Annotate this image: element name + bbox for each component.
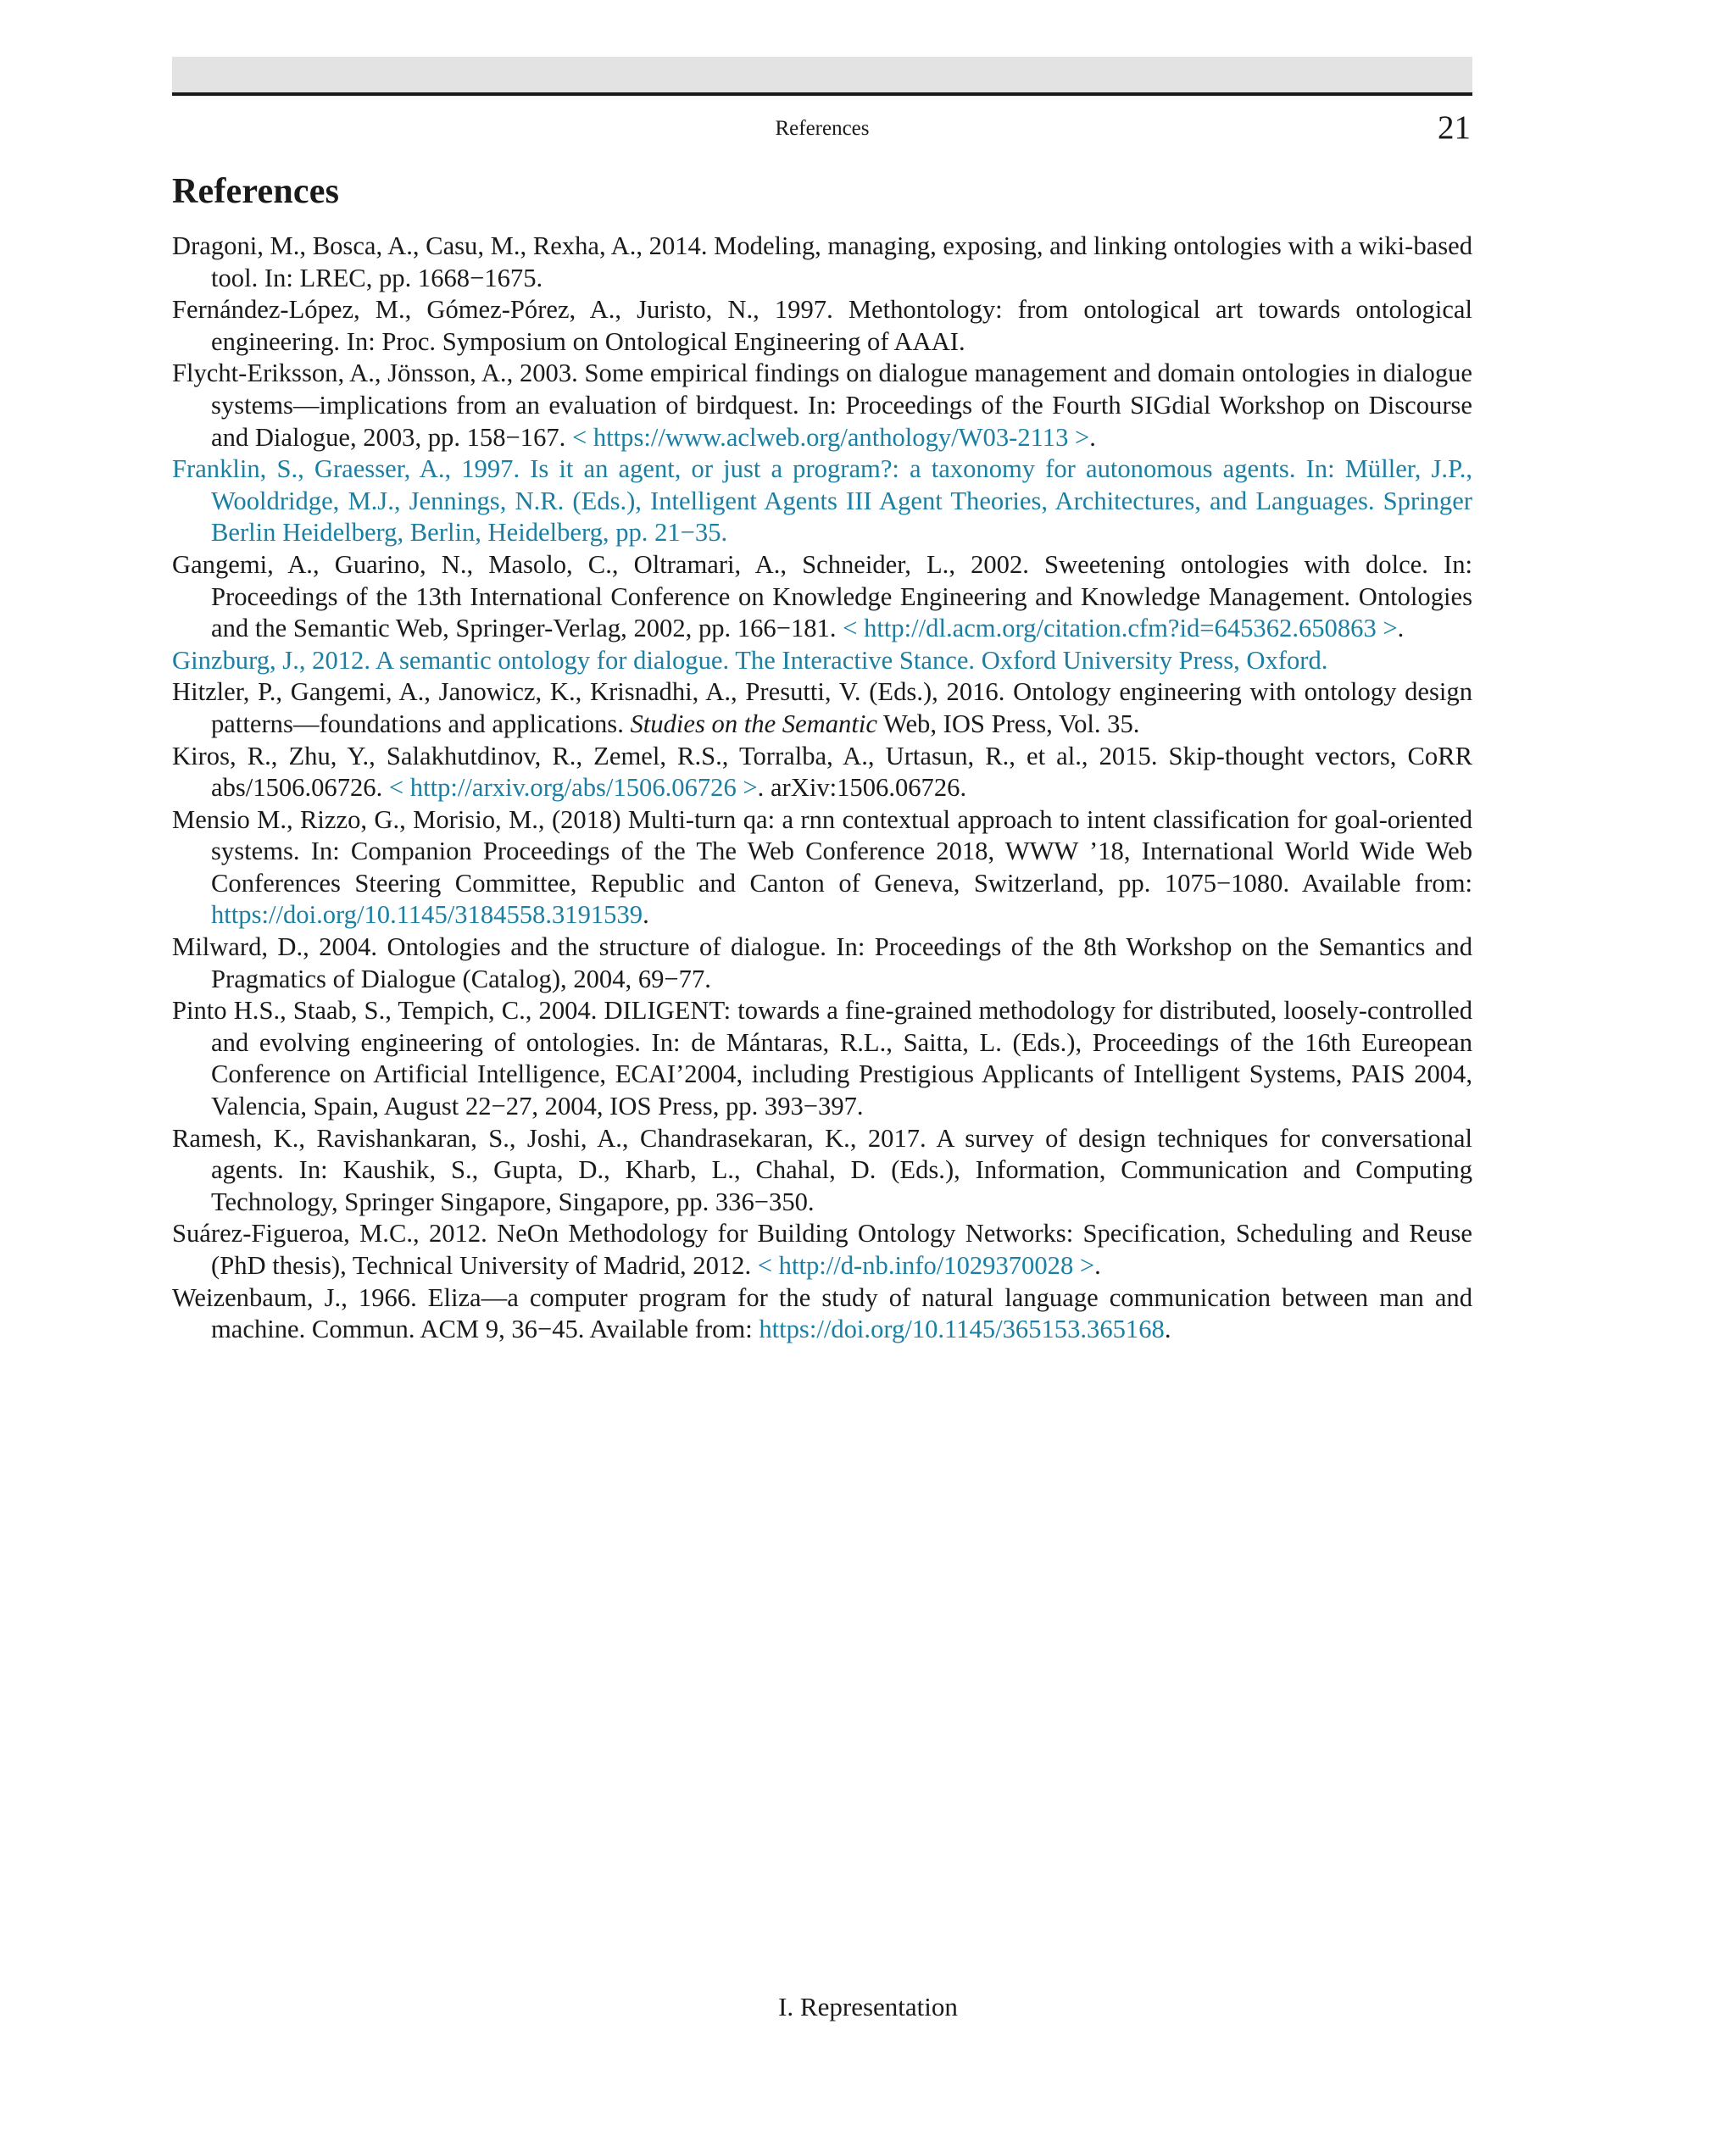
reference-text-tail: . [1397, 614, 1405, 643]
reference-entry [172, 1123, 1472, 1219]
reference-entry [172, 804, 1472, 931]
reference-text-tail: . [643, 900, 649, 930]
reference-list [172, 231, 1472, 1346]
section-title: References [172, 172, 340, 211]
reference-entry [172, 676, 1472, 740]
reference-link[interactable]: < https://www.aclweb.org/anthology/W03-2113 > [571, 422, 1090, 452]
header-bar [172, 57, 1472, 96]
running-head [172, 108, 1472, 159]
page-footer: I. Representation [778, 1992, 958, 2021]
page-number: 21 [1438, 109, 1471, 146]
reference-text-tail: Web, IOS Press, Vol. 35. [876, 709, 1140, 738]
reference-text: Suárez-Figueroa, M.C., 2012. NeOn Methodology for Building Ontology Networks: Specification, Scheduling and Reuse (PhD thesis), Technical University of Madrid, 2012. [172, 1219, 1472, 1280]
reference-text: Mensio M., Rizzo, G., Morisio, M., (2018) Multi-turn qa: a rnn contextual approach to intent classification for goal-oriented systems. In: Companion Proceedings of the The Web Conference 2018, WWW ’18, International World Wide Web Conferences Steering Committee, Republic and Canton of Geneva, Switzerland, pp. 1075−1080. Available from: [172, 804, 1472, 898]
reference-text: Ramesh, K., Ravishankaran, S., Joshi, A., Chandrasekaran, K., 2017. A survey of design techniques for conversational agents. In: Kaushik, S., Gupta, D., Kharb, L., Chahal, D. (Eds.), Information, Communication and Computing Technology, Springer Singapore, Singapore, pp. 336−350. [172, 1123, 1472, 1216]
running-title: References [775, 117, 870, 140]
reference-entry [172, 294, 1472, 358]
reference-link[interactable]: < http://arxiv.org/abs/1506.06726 > [388, 773, 758, 803]
reference-entry [172, 549, 1472, 645]
reference-link[interactable]: < http://d-nb.info/1029370028 > [757, 1251, 1095, 1280]
reference-entry [172, 231, 1472, 294]
reference-entry [172, 358, 1472, 453]
reference-text: Kiros, R., Zhu, Y., Salakhutdinov, R., Zemel, R.S., Torralba, A., Urtasun, R., et al., 2015. Skip-thought vectors, CoRR abs/1506.06726. [172, 741, 1472, 803]
reference-text-tail: . [1089, 422, 1096, 452]
reference-text-tail: . [1094, 1251, 1101, 1280]
reference-entry [172, 645, 1472, 677]
reference-text: Dragoni, M., Bosca, A., Casu, M., Rexha, A., 2014. Modeling, managing, exposing, and linking ontologies with a wiki-based tool. In: LREC, pp. 1668−1675. [172, 231, 1472, 292]
reference-text-tail: . [1164, 1315, 1171, 1344]
reference-text: Flycht-Eriksson, A., Jönsson, A., 2003. Some empirical findings on dialogue management and domain ontologies in dialogue systems—implications from an evaluation of birdquest. In: Proceedings of the Fourth SIGdial Workshop on Discourse and Dialogue, 2003, pp. 158−167. [172, 359, 1472, 452]
reference-entry [172, 1218, 1472, 1282]
reference-link[interactable]: https://doi.org/10.1145/365153.365168 [759, 1315, 1165, 1344]
reference-entry [172, 931, 1472, 995]
reference-entry [172, 741, 1472, 804]
reference-text: Gangemi, A., Guarino, N., Masolo, C., Oltramari, A., Schneider, L., 2002. Sweetening ontologies with dolce. In: Proceedings of the 13th International Conference on Knowledge Engineering and Knowledge Management. Ontologies and the Semantic Web, Springer-Verlag, 2002, pp. 166−181. [172, 549, 1472, 643]
reference-text: Weizenbaum, J., 1966. Eliza—a computer program for the study of natural language communication between man and machine. Commun. ACM 9, 36−45. Available from: [172, 1282, 1472, 1344]
reference-link[interactable]: Ginzburg, J., 2012. A semantic ontology for dialogue. The Interactive Stance. Oxford University Press, Oxford. [172, 645, 1328, 675]
reference-text-tail: . arXiv:1506.06726. [757, 773, 967, 803]
reference-link[interactable]: https://doi.org/10.1145/3184558.3191539 [211, 900, 643, 930]
reference-text: Pinto H.S., Staab, S., Tempich, C., 2004. DILIGENT: towards a fine-grained methodology for distributed, loosely-controlled and evolving engineering of ontologies. In: de Mántaras, R.L., Saitta, L. (Eds.), Proceedings of the 16th Eureopean Conference on Artificial Intelligence, ECAI’2004, including Prestigious Applicants of Intelligent Systems, PAIS 2004, Valencia, Spain, August 22−27, 2004, IOS Press, pp. 393−397. [172, 996, 1472, 1121]
reference-entry [172, 1282, 1472, 1346]
reference-text: Milward, D., 2004. Ontologies and the structure of dialogue. In: Proceedings of the 8th Workshop on the Semantics and Pragmatics of Dialogue (Catalog), 2004, 69−77. [172, 932, 1472, 993]
reference-italic: Studies on the Semantic [630, 709, 877, 738]
reference-link[interactable]: Franklin, S., Graesser, A., 1997. Is it an agent, or just a program?: a taxonomy for autonomous agents. In: Müller, J.P., Wooldridge, M.J., Jennings, N.R. (Eds.), Intelligent Agents III Agent Theories, Architectures, and Languages. Springer Berlin Heidelberg, Berlin, Heidelberg, pp. 21−35. [172, 454, 1472, 548]
reference-entry [172, 453, 1472, 549]
reference-text: Hitzler, P., Gangemi, A., Janowicz, K., Krisnadhi, A., Presutti, V. (Eds.), 2016. Ontology engineering with ontology design patterns—foundations and applications. [172, 677, 1472, 738]
reference-link[interactable]: < http://dl.acm.org/citation.cfm?id=645362.650863 > [843, 614, 1398, 643]
reference-entry [172, 995, 1472, 1122]
reference-text: Fernández-López, M., Gómez-Pórez, A., Juristo, N., 1997. Methontology: from ontological art towards ontological engineering. In: Proc. Symposium on Ontological Engineering of AAAI. [172, 295, 1472, 356]
